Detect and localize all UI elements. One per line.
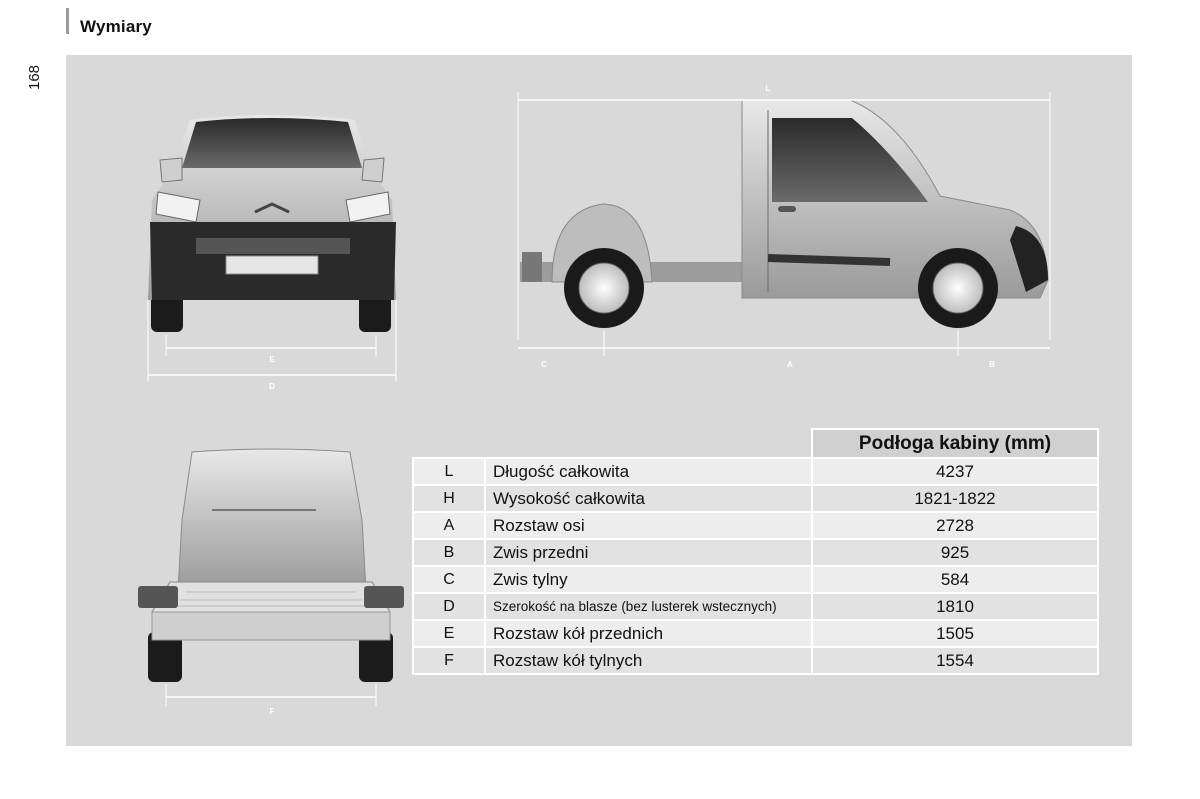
dimensions-table	[412, 428, 1099, 675]
row-label: Rozstaw kół przednich	[485, 620, 812, 647]
row-label: Rozstaw kół tylnych	[485, 647, 812, 674]
dim-label-c: C	[541, 360, 547, 369]
row-label: Zwis przedni	[485, 539, 812, 566]
row-code: B	[413, 539, 485, 566]
row-code: H	[413, 485, 485, 512]
row-code: A	[413, 512, 485, 539]
row-value: 925	[812, 539, 1098, 566]
row-value: 584	[812, 566, 1098, 593]
row-label: Szerokość na blasze (bez lusterek wstecznych)	[485, 593, 812, 620]
dim-label-e: E	[269, 355, 275, 364]
table-row	[413, 539, 1098, 566]
row-value: 1554	[812, 647, 1098, 674]
row-value: 4237	[812, 458, 1098, 485]
table-row	[413, 458, 1098, 485]
row-code: E	[413, 620, 485, 647]
row-value: 1821-1822	[812, 485, 1098, 512]
dim-label-a: A	[787, 360, 793, 369]
dim-label-l: L	[765, 84, 771, 93]
dim-label-f: F	[269, 707, 275, 716]
row-label: Zwis tylny	[485, 566, 812, 593]
row-value: 1810	[812, 593, 1098, 620]
table-row	[413, 620, 1098, 647]
dim-label-b: B	[989, 360, 995, 369]
row-code: C	[413, 566, 485, 593]
table-row	[413, 566, 1098, 593]
row-code: F	[413, 647, 485, 674]
section-title: Wymiary	[80, 17, 152, 36]
row-label: Rozstaw osi	[485, 512, 812, 539]
table-column-header: Podłoga kabiny (mm)	[812, 429, 1098, 458]
table-row	[413, 593, 1098, 620]
row-value: 2728	[812, 512, 1098, 539]
side-view	[518, 84, 1050, 369]
row-code: D	[413, 593, 485, 620]
table-row	[413, 512, 1098, 539]
front-view	[148, 115, 396, 391]
page-number: 168	[26, 64, 43, 90]
row-label: Wysokość całkowita	[485, 485, 812, 512]
rear-view	[138, 449, 404, 716]
row-label: Długość całkowita	[485, 458, 812, 485]
row-value: 1505	[812, 620, 1098, 647]
table-row	[413, 647, 1098, 674]
table-row	[413, 485, 1098, 512]
row-code: L	[413, 458, 485, 485]
dim-label-d: D	[269, 382, 275, 391]
